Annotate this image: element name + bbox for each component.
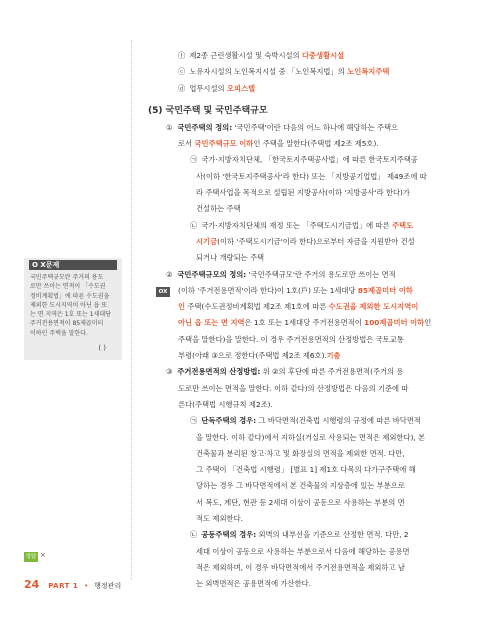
ox-answer-blank: ( ) (98, 344, 106, 352)
paragraph-line: ① 국민주택의 정의: '국민주택'이란 다음의 어느 하나에 해당하는 주택으 (166, 122, 399, 132)
paragraph-line: 건설하는 주택 (196, 204, 241, 214)
main-content (136, 48, 480, 593)
paragraph-line: 사(이하 '한국토지주택공사'라 한다) 또는 「지방공기업법」 제49조에 따 (196, 171, 427, 181)
paragraph-line: ㉡ 공동주택의 경우: 외벽의 내부선을 기준으로 산정한 면적. 다만, 2 (190, 530, 409, 540)
section-title: (5) 국민주택 및 국민주택규모 (148, 105, 268, 116)
separator-dot: • (84, 582, 89, 590)
paragraph-line: 시기금(이하 '주택도시기금'이라 한다)으로부터 자금을 지원받아 건설 (196, 236, 415, 246)
paragraph-line: 을 말한다. 이하 같다)에서 지하실(거실로 사용되는 면적은 제외한다), 본 (196, 432, 426, 442)
page-number: 24 (24, 578, 40, 591)
paragraph-line: 라 주택사업을 목적으로 설립된 지방공사(이하 '지방공사'라 한다)가 (196, 188, 410, 198)
paragraph-line: 른다(주택법 시행규칙 제2조). (178, 399, 273, 409)
paragraph-line: 세대 이상이 공동으로 사용하는 부분으로서 다음에 해당하는 공용면 (196, 546, 410, 556)
answer-mark: × (40, 551, 46, 559)
paragraph-line: 서 복도, 계단, 현관 등 2세대 이상이 공동으로 사용하는 부분의 면 (196, 497, 405, 507)
paragraph-line: 되거나 개량되는 주택 (196, 253, 265, 263)
paragraph-line: 적도 제외한다. (196, 514, 243, 524)
list-item: ⓒ 노유자시설의 노인복지시설 중 「노인복지법」의 노인복지주택 (178, 67, 390, 77)
paragraph-line: ㉠ 단독주택의 경우: 그 바닥면적(건축법 시행령의 규정에 따른 바닥면적 (190, 416, 421, 426)
paragraph-line: ② 국민주택규모의 정의: '국민주택규모'란 주거의 용도로만 쓰이는 면적 (166, 269, 396, 279)
margin-divider (131, 40, 132, 580)
paragraph-line: 당하는 경우 그 바닥면적에서 본 건축물의 지상층에 있는 부분으로 (196, 481, 405, 491)
paragraph-line: 도로만 쓰이는 면적을 말한다. 이하 같다)의 산정방법은 다음의 기준에 따 (178, 383, 409, 393)
paragraph-line: (이하 '주거전용면적'이라 한다)이 1호(戶) 또는 1세대당 85제곱미터 이하 (178, 285, 413, 295)
paragraph-line: 로서 국민주택규모 이하인 주택을 말한다(주택법 제2조 제5호). (178, 139, 379, 149)
paragraph-line: ㉡ 국가·지방자치단체의 재정 또는 「주택도시기금법」에 따른 주택도 (190, 220, 414, 230)
chapter-label: 행정관리 (94, 582, 122, 590)
paragraph-line: ㉠ 국가·지방자치단체, 「한국토지주택공사법」에 따른 한국토지주택공 (190, 155, 418, 165)
paragraph-line: 적은 제외하며, 이 경우 바닥면적에서 주거전용면적을 제외하고 남 (196, 562, 405, 572)
ox-quiz-question: 국민주택규모란 주거의 용도 로만 쓰이는 면적이 「수도권 정비계획법」에 따른 수도권을 제외한 도시지역이 아닌 읍 또 는 면 지역은 1호 또는 1세대당 주거전용면적이 85제곱미터 이하인 주택을 말한다. (30, 274, 111, 337)
list-item: ⓓ 업무시설의 오피스텔 (178, 83, 256, 93)
ox-marker-tag: OX (156, 287, 170, 297)
ox-quiz-box (24, 258, 122, 360)
paragraph-line: 주택을 말한다)을 말한다. 이 경우 주거전용면적의 산정방법은 국토교통 (178, 334, 404, 344)
paragraph-line: 부령(아래 ③으로 정한다(주택법 제2조 제6호).기출 (178, 351, 341, 361)
ox-quiz-header: O X문제 (29, 260, 117, 270)
part-label: PART 1 (48, 582, 79, 590)
paragraph-line: 인 주택(수도권정비계획법 제2조 제1호에 따른 수도권을 제외한 도시지역이 (178, 302, 419, 312)
list-item: ⓛ 제2종 근린생활시설 및 숙박시설의 다중생활시설 (178, 51, 345, 60)
paragraph-line: ③ 주거전용면적의 산정방법: 위 ②의 후단에 따른 주거전용면적(주거의 용 (166, 367, 404, 377)
paragraph-line: 아닌 읍 또는 면 지역은 1호 또는 1세대당 주거전용면적이 100제곱미터 이하인 (178, 318, 432, 328)
exam-note-badge: 기출 (326, 352, 341, 361)
paragraph-line: 그 주택이 「건축법 시행령」 [별표 1] 제1호 다목의 다가구주택에 해 (196, 465, 416, 475)
paragraph-line: 는 외벽면적은 공용면적에 가산한다. (196, 579, 312, 589)
answer-tag: 정답 (25, 554, 37, 560)
page-footer (24, 578, 121, 592)
paragraph-line: 건축물과 분리된 창고·차고 및 화장실의 면적을 제외한 면적. 다만, (196, 448, 405, 458)
